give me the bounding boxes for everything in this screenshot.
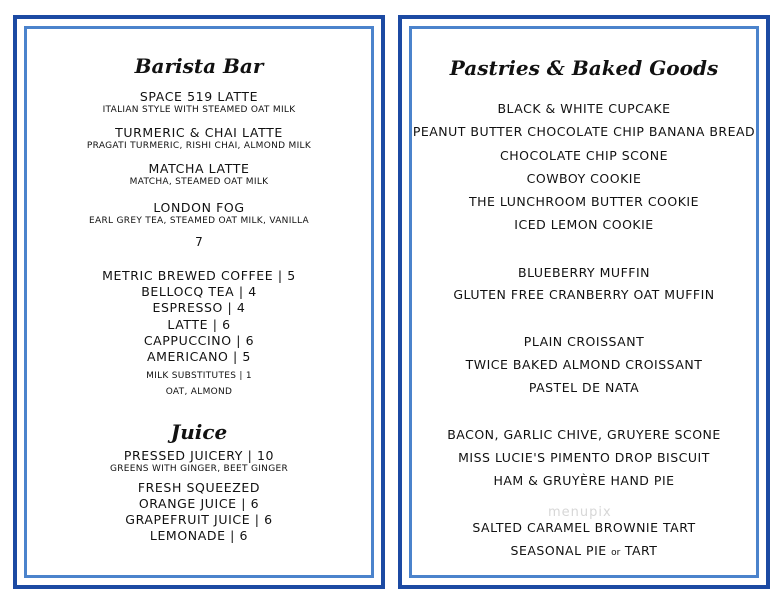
pastry-item-seasonal: [402, 543, 766, 558]
seasonal-pie-text: SEASONAL PIE: [510, 543, 612, 558]
menu-item-desc: EARL GREY TEA, STEAMED OAT MILK, VANILLA: [89, 216, 309, 226]
seasonal-tart-text: TART: [620, 543, 658, 558]
pastries-title: Pastries & Baked Goods: [449, 56, 719, 80]
pastry-item: BLUEBERRY MUFFIN: [518, 265, 650, 280]
pastry-item: PLAIN CROISSANT: [523, 334, 645, 349]
menu-item-desc: MATCHA, STEAMED OAT MILK: [129, 177, 269, 187]
pastry-item: MISS LUCIE'S PIMENTO DROP BISCUIT: [458, 450, 710, 465]
juice-title: Juice: [170, 420, 228, 444]
pastry-item: ICED LEMON COOKIE: [514, 217, 654, 232]
menu-item-desc: ITALIAN STYLE WITH STEAMED OAT MILK: [102, 105, 296, 115]
drink-item: METRIC BREWED COFFEE | 5: [102, 268, 296, 283]
pastry-item: PEANUT BUTTER CHOCOLATE CHIP BANANA BREAD: [412, 124, 756, 139]
barista-menu-panel: [13, 15, 385, 589]
pastry-item: PASTEL DE NATA: [528, 380, 640, 395]
barista-bar-title: Barista Bar: [134, 54, 264, 78]
seasonal-or-text: or: [611, 548, 621, 558]
menupix-watermark: menupix: [548, 505, 612, 520]
pastry-item: GLUTEN FREE CRANBERRY OAT MUFFIN: [453, 287, 715, 302]
drink-item: BELLOCQ TEA | 4: [141, 284, 257, 299]
drink-item: CAPPUCCINO | 6: [143, 333, 255, 348]
pastry-item: BLACK & WHITE CUPCAKE: [497, 101, 671, 116]
juice-item: LEMONADE | 6: [149, 528, 249, 543]
pastry-item: CHOCOLATE CHIP SCONE: [500, 148, 668, 163]
menu-item-name: SPACE 519 LATTE: [139, 89, 259, 104]
specialty-price: 7: [195, 235, 203, 249]
pastry-item: THE LUNCHROOM BUTTER COOKIE: [468, 194, 700, 209]
pastries-menu-panel: [398, 15, 770, 589]
pastry-item: SALTED CARAMEL BROWNIE TART: [472, 520, 696, 535]
juice-item: PRESSED JUICERY | 10: [123, 448, 275, 463]
juice-item: GRAPEFRUIT JUICE | 6: [125, 512, 273, 527]
drink-item: LATTE | 6: [167, 317, 231, 332]
menu-item-name: MATCHA LATTE: [148, 161, 250, 176]
milk-substitutes-options: OAT, ALMOND: [165, 387, 233, 397]
pastry-item: HAM & GRUYÈRE HAND PIE: [493, 473, 675, 488]
pastry-item: TWICE BAKED ALMOND CROISSANT: [465, 357, 703, 372]
menu-item-name: LONDON FOG: [153, 200, 245, 215]
juice-subheading: FRESH SQUEEZED: [137, 480, 261, 495]
pastry-item: BACON, GARLIC CHIVE, GRUYERE SCONE: [447, 427, 721, 442]
pastry-item: COWBOY COOKIE: [526, 171, 642, 186]
juice-item-desc: GREENS WITH GINGER, BEET GINGER: [109, 464, 289, 474]
milk-substitutes-label: MILK SUBSTITUTES | 1: [146, 371, 252, 381]
juice-item: ORANGE JUICE | 6: [138, 496, 260, 511]
drink-item: ESPRESSO | 4: [152, 300, 246, 315]
menu-item-desc: PRAGATI TURMERIC, RISHI CHAI, ALMOND MILK: [86, 141, 312, 151]
drink-item: AMERICANO | 5: [147, 349, 251, 364]
menu-item-name: TURMERIC & CHAI LATTE: [115, 125, 283, 140]
